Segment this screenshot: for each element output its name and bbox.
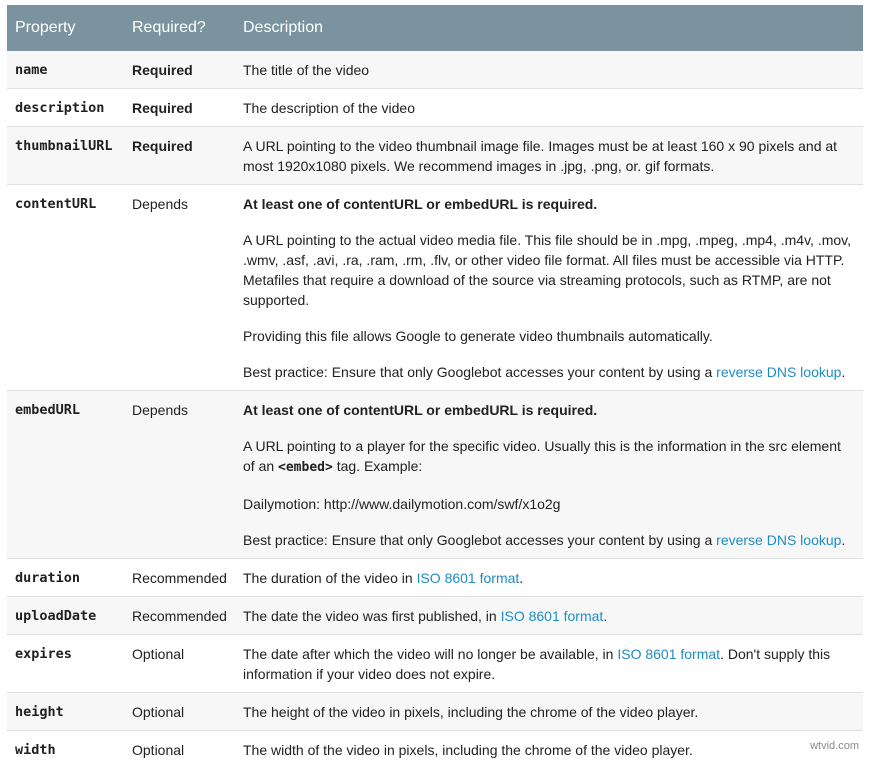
punctuation: . <box>603 608 607 624</box>
property-name: expires <box>7 635 124 693</box>
property-name: height <box>7 693 124 731</box>
requirement-note: At least one of contentURL or embedURL is required. <box>243 402 597 418</box>
header-required: Required? <box>124 5 235 51</box>
description-text: A URL pointing to the actual video media file. This file should be in .mpg, .mpeg, .mp4, .m4v, .mov, .wmv, .asf, .avi, .ra, .ram, .rm, .flv, or other video file format. All files must be accessible via HTTP. Metafiles that require a download of the source via streaming protocols, such as RTMP, are not supported. <box>243 230 855 310</box>
reverse-dns-lookup-link[interactable]: reverse DNS lookup <box>716 532 841 548</box>
punctuation: . <box>841 532 845 548</box>
required-value: Optional <box>124 731 235 768</box>
embed-tag-code: <embed> <box>278 460 333 475</box>
description-text: The width of the video in pixels, including the chrome of the video player. <box>235 731 863 768</box>
description-text: A URL pointing to the video thumbnail image file. Images must be at least 160 x 90 pixels and at most 1920x1080 pixels. We recommend images in .jpg, .png, or. gif formats. <box>235 127 863 185</box>
description-text: The title of the video <box>235 51 863 89</box>
description-text: The height of the video in pixels, including the chrome of the video player. <box>235 693 863 731</box>
table-row <box>7 127 863 185</box>
description-cell <box>235 597 863 635</box>
table-row <box>7 635 863 693</box>
required-value: Depends <box>124 185 235 391</box>
iso-8601-link[interactable]: ISO 8601 format <box>617 646 720 662</box>
description-label: A URL pointing to a player for the specific video. Usually this is the information in the src element of an <box>243 438 841 474</box>
property-name: name <box>7 51 124 89</box>
description-text-end: . Don't supply this information if your video does not expire. <box>243 646 830 682</box>
table-row <box>7 731 863 768</box>
property-name: width <box>7 731 124 768</box>
property-name: description <box>7 89 124 127</box>
table-row <box>7 89 863 127</box>
description-cell <box>235 559 863 597</box>
property-name: uploadDate <box>7 597 124 635</box>
table-row <box>7 693 863 731</box>
best-practice-label: Best practice: Ensure that only Googlebot accesses your content by using a <box>243 364 716 380</box>
reverse-dns-lookup-link[interactable]: reverse DNS lookup <box>716 364 841 380</box>
description-cell <box>235 185 863 391</box>
punctuation: . <box>519 570 523 586</box>
description-text: The date the video was first published, in <box>243 608 501 624</box>
iso-8601-link[interactable]: ISO 8601 format <box>501 608 604 624</box>
example-text: Dailymotion: http://www.dailymotion.com/swf/x1o2g <box>243 494 855 514</box>
required-value: Depends <box>124 391 235 559</box>
video-properties-table <box>7 5 863 768</box>
required-value: Required <box>124 127 235 185</box>
best-practice-text <box>243 530 855 550</box>
required-value: Required <box>124 51 235 89</box>
required-value: Optional <box>124 635 235 693</box>
table-row <box>7 391 863 559</box>
description-label-end: tag. Example: <box>333 458 423 474</box>
property-name: embedURL <box>7 391 124 559</box>
description-text: The description of the video <box>235 89 863 127</box>
requirement-note: At least one of contentURL or embedURL is required. <box>243 196 597 212</box>
description-text: Providing this file allows Google to generate video thumbnails automatically. <box>243 326 855 346</box>
table-row <box>7 559 863 597</box>
best-practice-text <box>243 362 855 382</box>
property-name: contentURL <box>7 185 124 391</box>
property-name: thumbnailURL <box>7 127 124 185</box>
required-value: Recommended <box>124 597 235 635</box>
required-value: Required <box>124 89 235 127</box>
punctuation: . <box>841 364 845 380</box>
table-row <box>7 51 863 89</box>
best-practice-label: Best practice: Ensure that only Googlebot accesses your content by using a <box>243 532 716 548</box>
description-text <box>243 436 855 478</box>
description-text: The duration of the video in <box>243 570 417 586</box>
required-value: Recommended <box>124 559 235 597</box>
description-text: The date after which the video will no longer be available, in <box>243 646 617 662</box>
header-property: Property <box>7 5 124 51</box>
description-cell <box>235 635 863 693</box>
watermark: wtvid.com <box>810 740 859 752</box>
table-row <box>7 597 863 635</box>
description-cell <box>235 391 863 559</box>
header-description: Description <box>235 5 863 51</box>
required-value: Optional <box>124 693 235 731</box>
table-header-row <box>7 5 863 51</box>
table-row <box>7 185 863 391</box>
property-name: duration <box>7 559 124 597</box>
iso-8601-link[interactable]: ISO 8601 format <box>417 570 520 586</box>
